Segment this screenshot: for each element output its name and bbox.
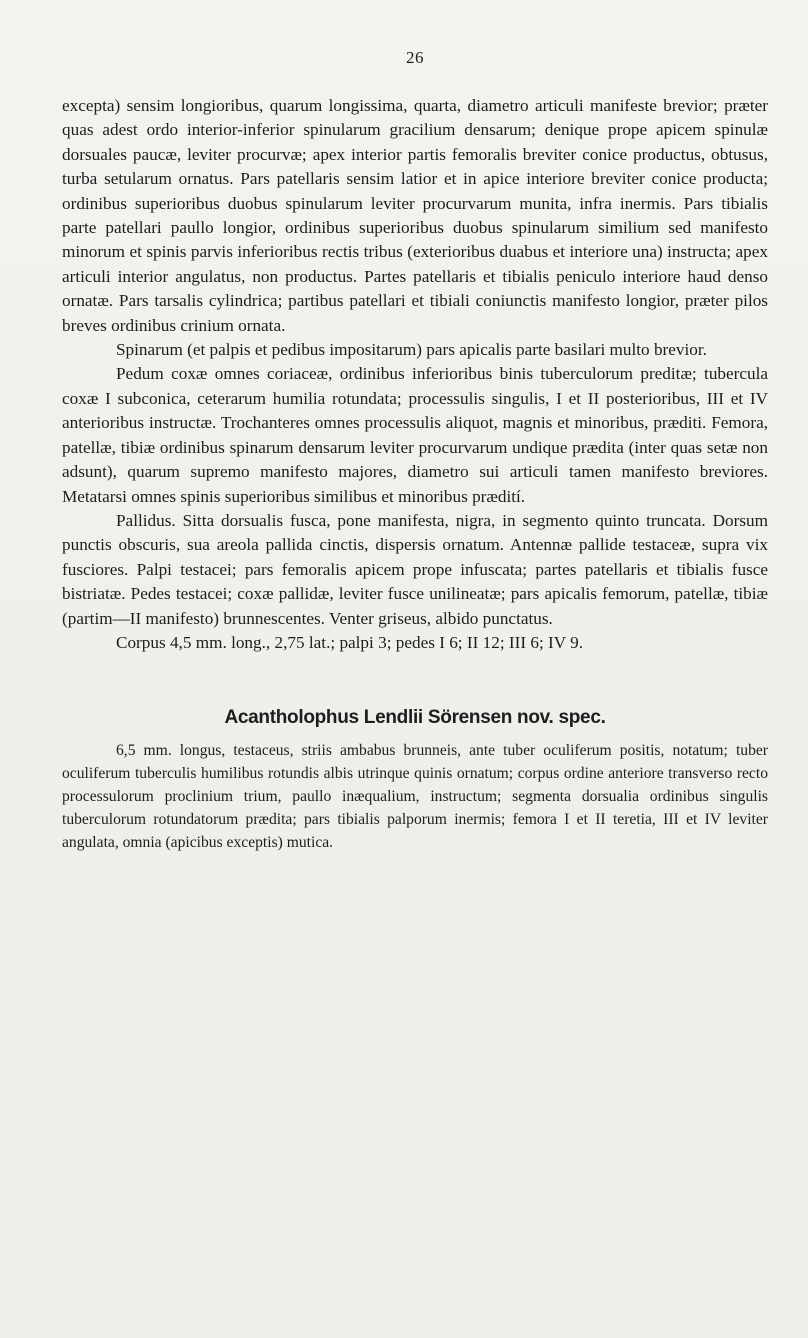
body-text — [62, 94, 768, 655]
paragraph-measurements: Corpus 4,5 mm. long., 2,75 lat.; palpi 3; pedes I 6; II 12; III 6; IV 9. — [116, 632, 584, 652]
page-number: 26 — [406, 48, 424, 67]
species-description: 6,5 mm. longus, testaceus, striis ambabus brunneis, ante tuber oculiferum positis, notatum; tuber oculiferum tuberculis humilibus rotundis albis utrinque quinis ornatum; corpus ordine anteriore transverso recto processulorum proclinium trium, paullo inæqualium, instructum; segmenta dorsualia ordinibus singulis tuberculorum rotundatorum prædita; pars tibialis palporum inermis; femora I et II teretia, III et IV leviter angulata, omnia (apicibus exceptis) mutica. — [62, 742, 768, 852]
paragraph-coloration: Pallidus. Sitta dorsualis fusca, pone manifesta, nigra, in segmento quinto truncata. Dorsum punctis obscuris, sua areola pallida cinctis, dispersis ornatum. Antennæ pallide testaceæ, supra vix fusciores. Palpi testacei; pars femoralis apicem prope infuscata; partes patellaris et tibialis fusce bistriatæ. Pedes testacei; coxæ pallidæ, leviter fusce unilineatæ; pars apicalis femorum, patellæ, tibiæ (partim—II manifesto) brunnescentes. Venter griseus, albido punctatus. — [62, 510, 768, 628]
species-description-block — [62, 739, 768, 854]
paragraph-spines: Spinarum (et palpis et pedibus impositarum) pars apicalis parte basilari multo brevior. — [116, 340, 707, 360]
paragraph-leg-description: excepta) sensim longioribus, quarum longissima, quarta, diametro articuli manifeste brevior; præter quas adest ordo interior-inferior spinularum gracilium densarum; denique prope apicem spinulæ dorsuales paucæ, leviter procurvæ; apex interior partis femoralis breviter conice productus, obtusus, turba setularum ornatus. Pars patellaris sensim latior et in apice interiore breviter conice producta; ordinibus superioribus duobus spinularum leviter procurvarum munita, infra inermis. Pars tibialis parte patellari paullo longior, ordinibus superioribus duobus spinularum similium sed manifesto minorum et spinis parvis inferioribus rectis tribus (exterioribus duabus et interiore una) instructa; apex articuli interior angulatus, non productus. Partes patellaris et tibialis peniculo interiore haud denso ornatæ. Pars tarsalis cylindrica; partibus patellari et tibiali coniunctis manifesto longior, præter pilos breves ordinibus crinium ornata. — [62, 96, 768, 335]
paragraph-legs: Pedum coxæ omnes coriaceæ, ordinibus inferioribus binis tuberculorum preditæ; tubercula coxæ I subconica, ceterarum humilia rotundata; processulis singulis, I et II posterioribus, III et IV anterioribus instructæ. Trochanteres omnes processulis aliquot, magnis et minoribus, præditi. Femora, patellæ, tibiæ ordinibus spinarum densarum leviter procurvarum undique prædita (inter quas setæ non adsunt), quarum supremo manifesto majores, diametro sui articuli tamen manifesto breviores. Metatarsi omnes spinis superioribus similibus et minoribus prædití. — [62, 364, 768, 506]
species-heading: Acantholophus Lendlii Sörensen nov. spec. — [224, 707, 606, 729]
